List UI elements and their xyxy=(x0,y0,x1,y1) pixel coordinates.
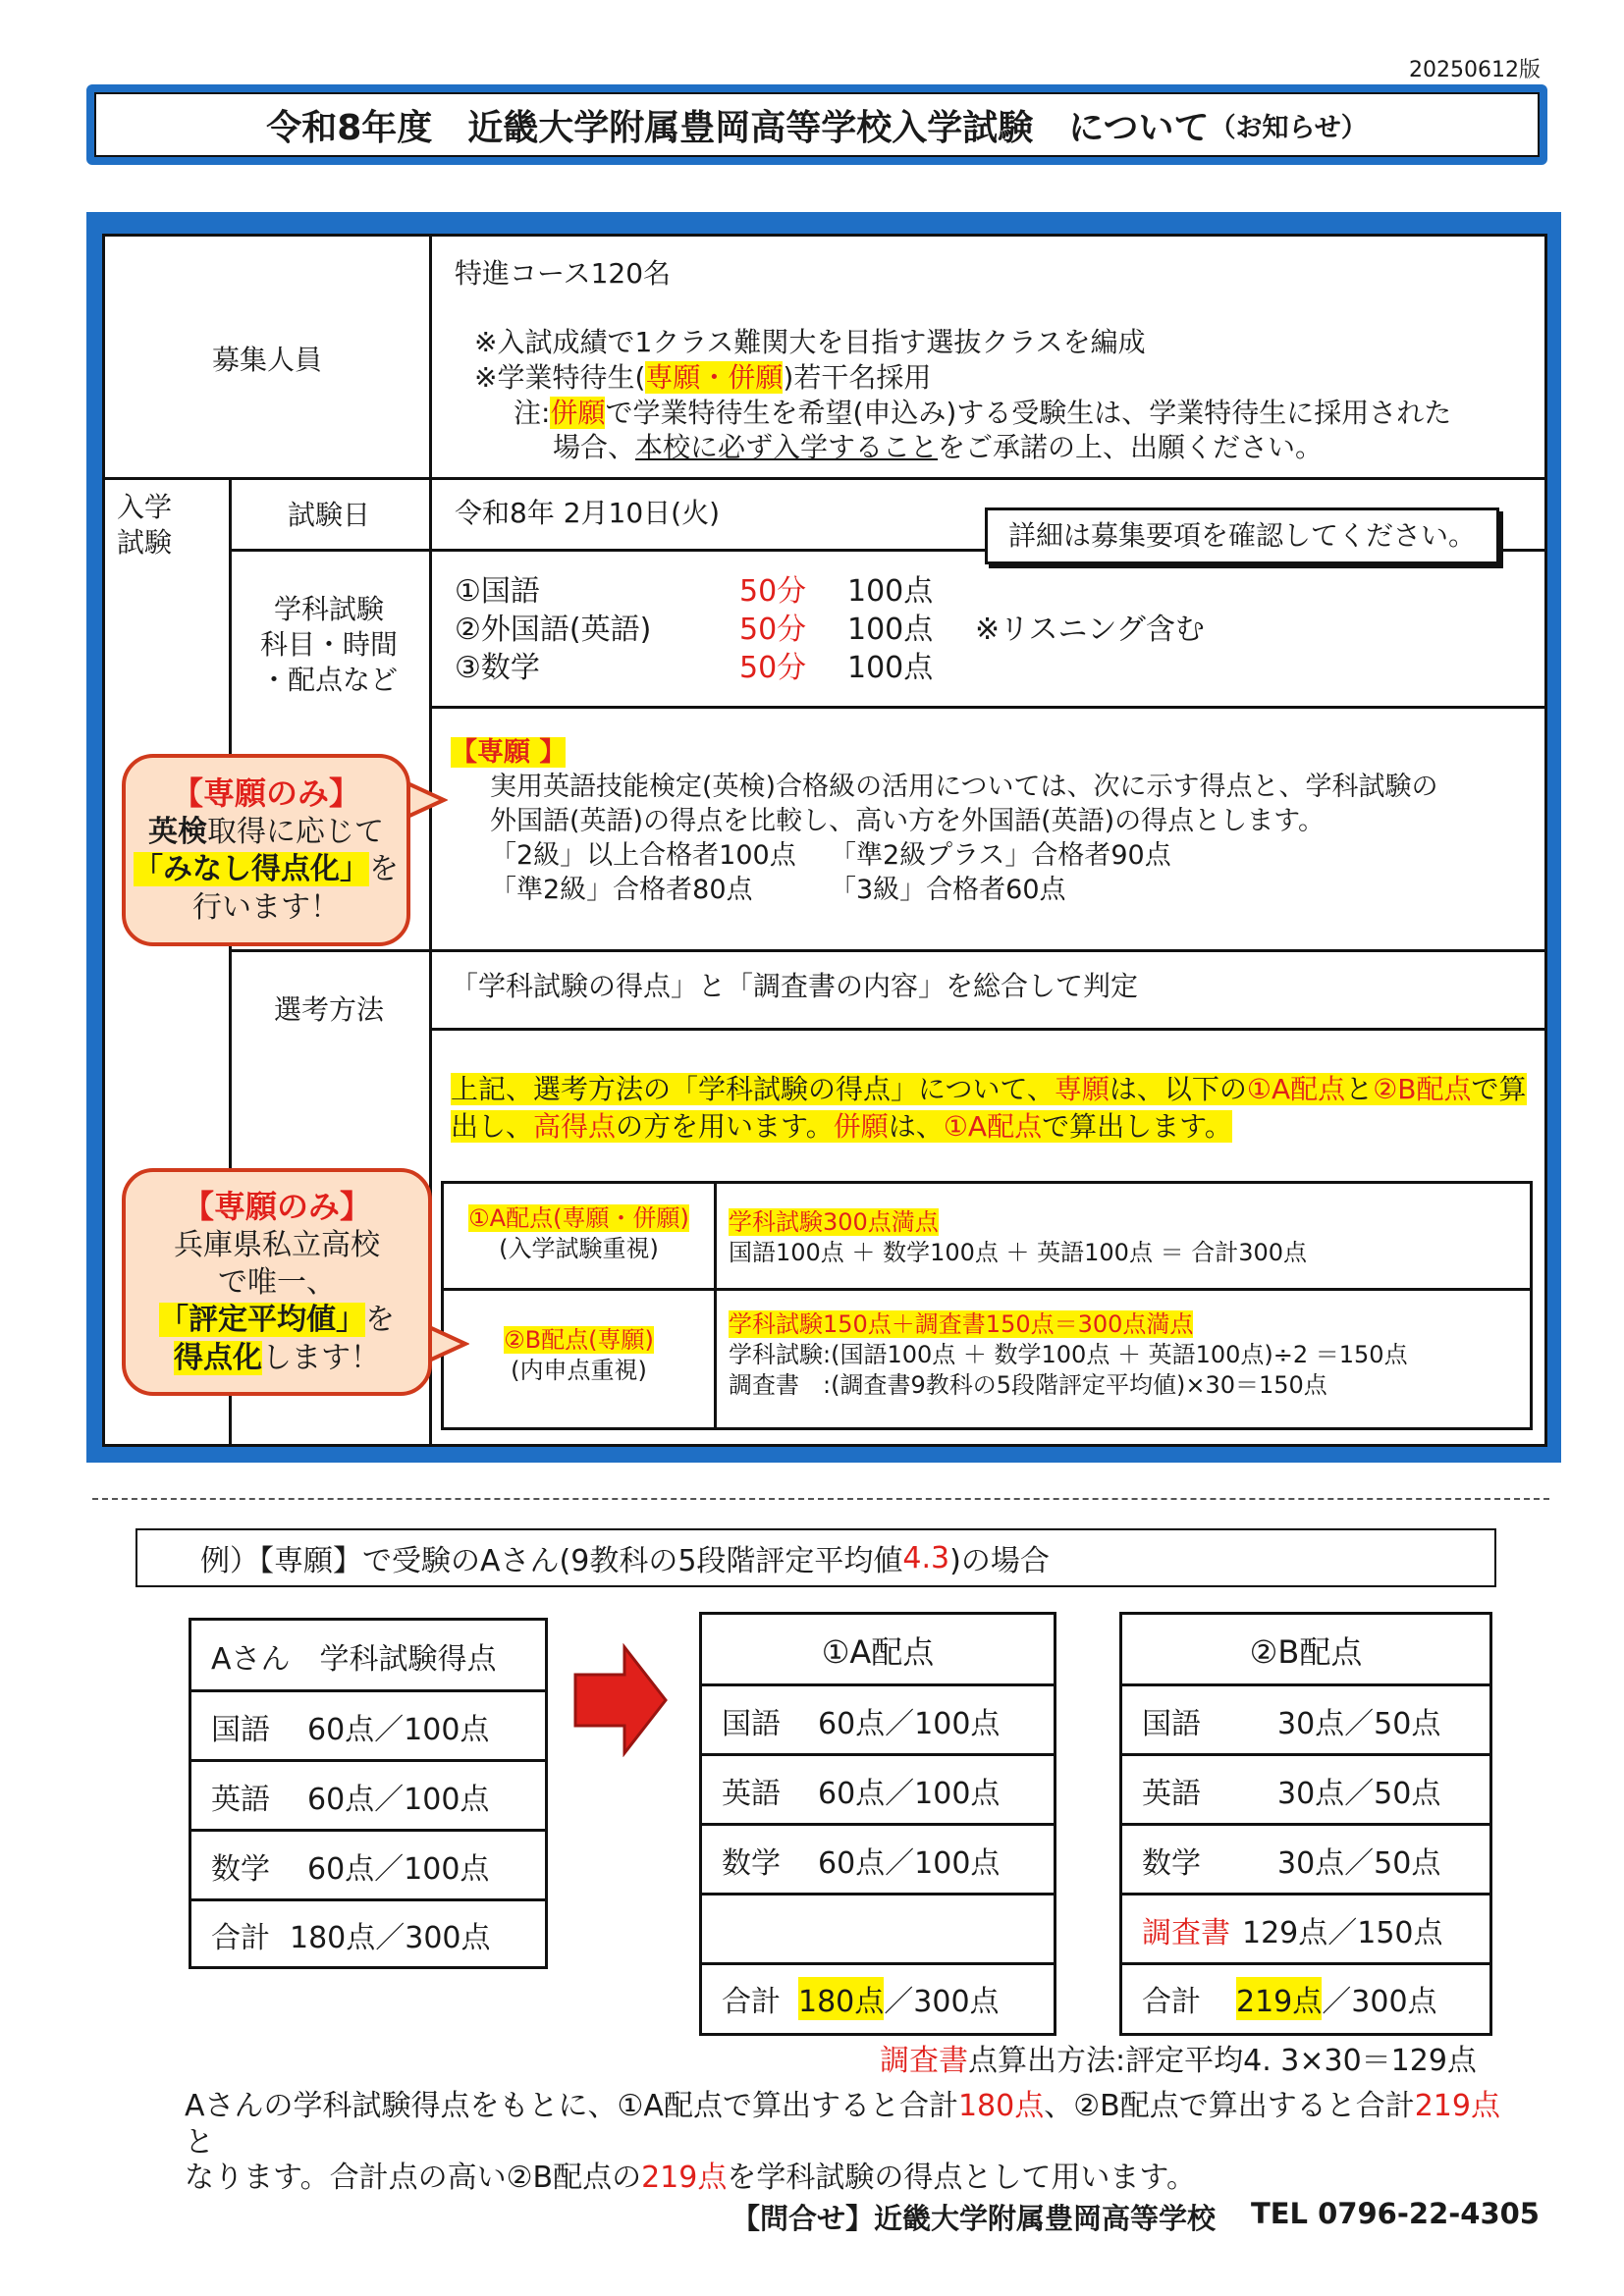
card-title: ①A配点 xyxy=(821,1633,935,1671)
recruit-note-1: ※入試成績で1クラス難関大を目指す選抜クラスを編成 xyxy=(474,326,1146,358)
subject-row: ②外国語(英語) 50分 100点 ※リスニング含む xyxy=(455,613,1205,647)
contact-footer xyxy=(731,2197,1540,2237)
base-score-card xyxy=(189,1618,548,1969)
score-row-b-content: 学科試験150点＋調査書150点＝300点満点 学科試験:(国語100点 ＋ 数学100点 ＋ 英語100点)÷2 ＝150点 調査書 :(調査書9教科の5段階評定平均値)×30＝150点 xyxy=(729,1310,1408,1400)
grid-line xyxy=(105,477,1544,480)
score-table xyxy=(441,1181,1533,1430)
eiken-line: 実用英語技能検定(英検)合格級の活用については、次に示す得点と、学科試験の xyxy=(490,772,1438,803)
exam-date: 令和8年 2月10日(火) xyxy=(455,497,721,529)
card-row: 数学 60点／100点 xyxy=(722,1845,1001,1881)
report-formula: 調査書点算出方法:評定平均4. 3×30＝129点 xyxy=(880,2044,1477,2078)
bubble-eiken: 【専願のみ】 英検取得に応じて 「みなし得点化」を 行います！ xyxy=(122,754,410,946)
contact-tel: TEL 0796-22-4305 xyxy=(1250,2197,1540,2230)
card-row: 英語 60点／100点 xyxy=(211,1782,490,1817)
version-label: 20250612版 xyxy=(1409,58,1541,82)
card-row: 数学 30点／50点 xyxy=(1142,1845,1441,1881)
example-heading: 例）【専願】で受験のAさん(9教科の5段階評定平均値 4.3 )の場合 xyxy=(135,1528,1496,1587)
subject-row: ③数学 50分 100点 xyxy=(455,651,934,685)
selection-label: 選考方法 xyxy=(273,993,384,1026)
recruit-note-3: 注:併願で学業特待生を希望(申込み)する受験生は、学業特待生に採用された xyxy=(514,396,1452,429)
eiken-line: 「準2級」合格者80点 「3級」合格者60点 xyxy=(490,875,1066,906)
detail-note: 詳細は募集要項を確認してください。 xyxy=(985,507,1499,564)
card-total: 合計 219点 ／300点 xyxy=(1122,1964,1489,2033)
grid-line xyxy=(229,949,1544,952)
eiken-line: 外国語(英語)の得点を比較し、高い方を外国語(英語)の得点とします。 xyxy=(490,806,1325,837)
contact-label: 【問合せ】近畿大学附属豊岡高等学校 xyxy=(731,2202,1216,2235)
b-score-card xyxy=(1119,1612,1492,2036)
calc-explanation: 上記、選考方法の「学科試験の得点」について、専願は、以下の①A配点と②B配点で算 出し、高得点の方を用います。併願は、①A配点で算出します。 xyxy=(451,1073,1527,1144)
grid-line xyxy=(429,1028,1544,1031)
subjects-list xyxy=(455,572,1535,687)
card-row: 国語 30点／50点 xyxy=(1142,1706,1441,1741)
exam-group-label: 入学 試験 xyxy=(117,491,173,559)
eiken-section xyxy=(451,735,1541,907)
a-score-card xyxy=(699,1612,1056,2036)
title-main: 令和8年度 近畿大学附属豊岡高等学校入学試験 について xyxy=(266,107,1210,148)
card-row: 英語 30点／50点 xyxy=(1142,1776,1441,1811)
eiken-line: 「2級」以上合格者100点 「準2級プラス」合格者90点 xyxy=(490,840,1171,872)
subjects-label: 学科試験 科目・時間 ・配点など xyxy=(259,593,398,696)
date-label: 試験日 xyxy=(287,499,370,531)
card-title: Aさん 学科試験得点 xyxy=(211,1642,497,1677)
page-title xyxy=(94,92,1540,157)
section-divider xyxy=(92,1498,1549,1500)
subject-row: ①国語 50分 100点 xyxy=(455,574,934,609)
eiken-tag: 【専願 】 xyxy=(451,737,567,768)
card-report-row: 調査書 129点／150点 xyxy=(1142,1915,1443,1950)
card-total: 合計 180点／300点 xyxy=(211,1921,491,1955)
score-row-a-content: 学科試験300点満点 国語100点 ＋ 数学100点 ＋ 英語100点 ＝ 合計300点 xyxy=(729,1208,1308,1267)
score-row-a-label: ①A配点(専願・併願) (入学試験重視) xyxy=(468,1204,689,1263)
selection-text: 「学科試験の得点」と「調査書の内容」を総合して判定 xyxy=(451,970,1139,1002)
card-title: ②B配点 xyxy=(1249,1633,1363,1671)
card-row: 国語 60点／100点 xyxy=(211,1712,490,1747)
card-row: 国語 60点／100点 xyxy=(722,1706,1001,1741)
bubble-hyotei: 【専願のみ】 兵庫県私立高校 で唯一、 「評定平均値」を 得点化します！ xyxy=(122,1168,432,1396)
recruit-label: 募集人員 xyxy=(211,344,322,376)
card-total: 合計 180点 ／300点 xyxy=(702,1964,1054,2033)
title-suffix: （お知らせ） xyxy=(1209,112,1368,143)
recruit-note-4: 場合、本校に必ず入学することをご承諾の上、出願ください。 xyxy=(553,431,1324,464)
score-row-b-label: ②B配点(専願) (内申点重視) xyxy=(504,1326,654,1385)
recruit-note-2: ※学業特待生(専願・併願)若干名採用 xyxy=(474,360,932,394)
grid-line xyxy=(429,706,1544,709)
card-row: 数学 60点／100点 xyxy=(211,1851,490,1887)
arrow-right-icon xyxy=(571,1643,670,1757)
recruit-course: 特進コース120名 xyxy=(455,257,672,290)
card-row: 英語 60点／100点 xyxy=(722,1776,1001,1811)
example-summary: Aさんの学科試験得点をもとに、①A配点で算出すると合計180点、②B配点で算出すると合計219点と なります。合計点の高い②B配点の219点を学科試験の得点として用います。 xyxy=(185,2089,1500,2196)
recruit-notes xyxy=(474,325,1535,465)
